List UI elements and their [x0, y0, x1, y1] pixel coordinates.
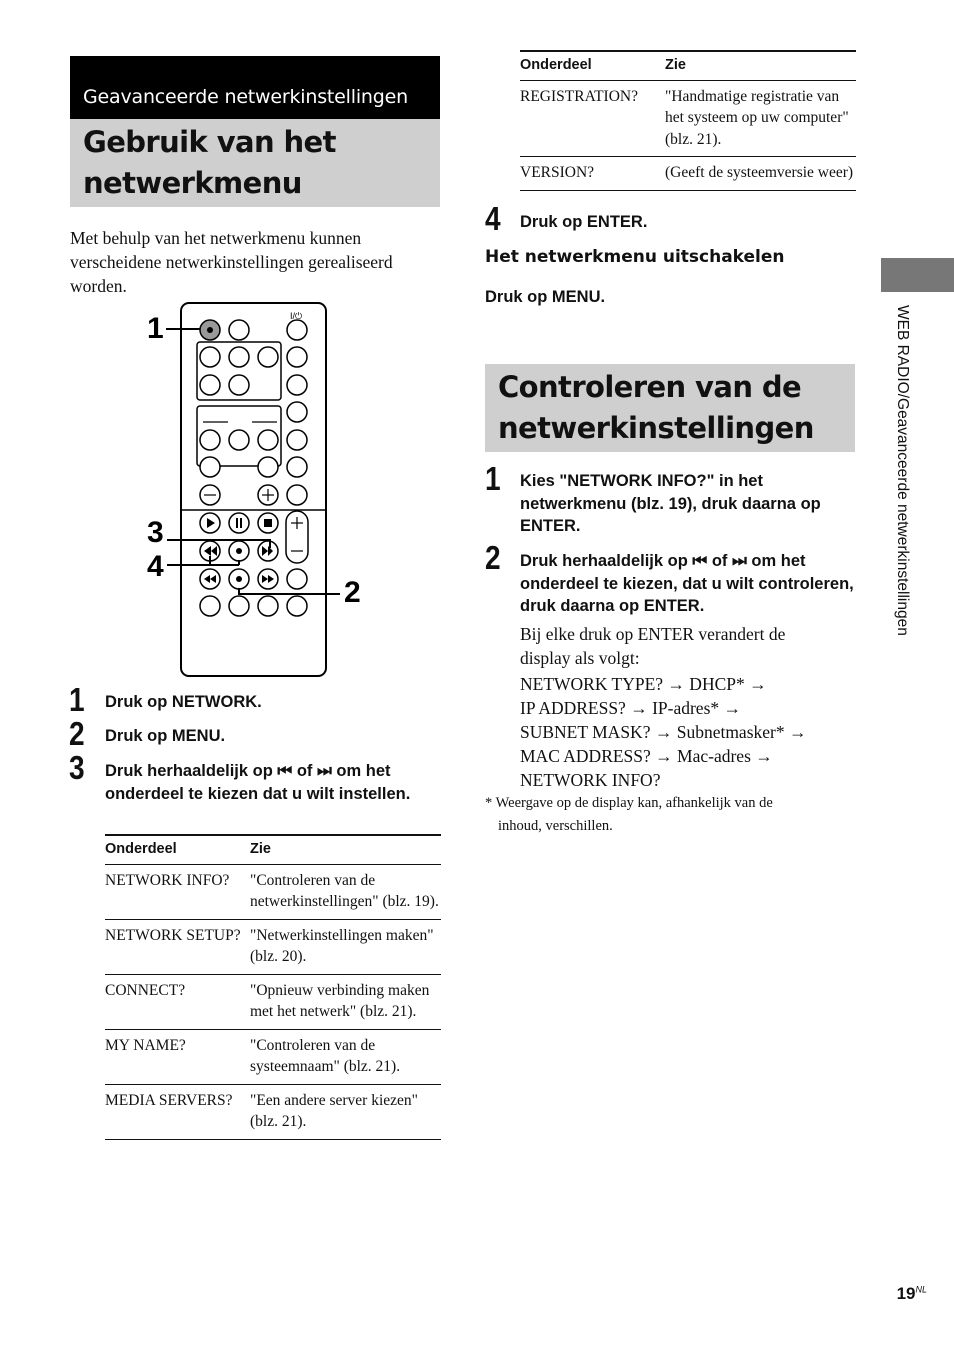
- page-title-box: [70, 119, 440, 207]
- footnote-line-1: * Weergave op de display kan, afhankelijk van de: [485, 795, 773, 811]
- options-table-right: [520, 50, 856, 191]
- table-row: [105, 864, 441, 919]
- page-number-value: 19: [896, 1284, 916, 1303]
- para-line-1: Bij elke druk op ENTER verandert de: [520, 624, 786, 644]
- callout-2: 2: [344, 576, 361, 609]
- row-item: REGISTRATION?: [520, 80, 665, 157]
- sequence-line: MAC ADDRESS? → Mac-adres →: [520, 746, 773, 766]
- step-3-number: 3: [69, 749, 85, 786]
- sequence-line: SUBNET MASK? → Subnetmasker* →: [520, 722, 807, 742]
- page-number-suffix: NL: [915, 1284, 927, 1295]
- table-row: [105, 974, 441, 1029]
- callout-4: 4: [147, 550, 164, 583]
- table-row: [520, 80, 856, 157]
- step-4-text: Druk op ENTER.: [520, 213, 648, 231]
- section-label-bar: [70, 56, 440, 119]
- row-item: CONNECT?: [105, 974, 250, 1029]
- step2-2-text: Druk herhaaldelijk op ⏮ of ⏭ om het onderdeel te kiezen, dat u wilt controleren, druk daarna op ENTER.: [520, 552, 854, 615]
- disable-menu-instruction: Druk op MENU.: [485, 288, 606, 306]
- table-header: [520, 51, 856, 80]
- header-onderdeel: Onderdeel: [105, 835, 250, 864]
- callout-1: 1: [147, 312, 164, 345]
- intro-paragraph: Met behulp van het netwerkmenu kunnen verscheidene netwerkinstellingen gerealiseerd worden.: [70, 228, 393, 296]
- page-title-line2: netwerkmenu: [83, 166, 302, 200]
- row-ref: "Controleren van de netwerkinstellingen" (blz. 19).: [250, 864, 441, 919]
- step-1-number: 1: [69, 681, 85, 718]
- table-row: [105, 1029, 441, 1084]
- table-row: [105, 919, 441, 974]
- row-ref: "Een andere server kiezen" (blz. 21).: [250, 1084, 441, 1139]
- header-zie: Zie: [250, 835, 441, 864]
- step2-1-number: 1: [485, 460, 501, 497]
- power-label: I/⏻: [290, 311, 303, 321]
- step-4-number: 4: [485, 200, 501, 237]
- section-title-line1: Controleren van de: [498, 370, 802, 404]
- header-onderdeel: Onderdeel: [520, 51, 665, 80]
- row-item: MY NAME?: [105, 1029, 250, 1084]
- section-title-line2: netwerkinstellingen: [498, 411, 814, 445]
- step-3-text: Druk herhaaldelijk op ⏮ of ⏭ om het onderdeel te kiezen dat u wilt instellen.: [105, 762, 411, 803]
- step2-2-number: 2: [485, 539, 501, 576]
- section-label: Geavanceerde netwerkinstellingen: [83, 86, 408, 108]
- sequence-line: NETWORK INFO?: [520, 770, 661, 790]
- step-2-text: Druk op MENU.: [105, 727, 226, 745]
- row-ref: (Geeft de systeemversie weer): [665, 157, 856, 191]
- chapter-tab-marker: [881, 258, 954, 292]
- step-2-number: 2: [69, 715, 85, 752]
- row-item: MEDIA SERVERS?: [105, 1084, 250, 1139]
- row-item: VERSION?: [520, 157, 665, 191]
- para-line-2: display als volgt:: [520, 648, 640, 668]
- row-ref: "Opnieuw verbinding maken met het netwerk" (blz. 21).: [250, 974, 441, 1029]
- step2-1-text: Kies "NETWORK INFO?" in het netwerkmenu (blz. 19), druk daarna op ENTER.: [520, 472, 821, 535]
- row-ref: "Controleren van de systeemnaam" (blz. 21).: [250, 1029, 441, 1084]
- callout-3: 3: [147, 516, 164, 549]
- table-header: [105, 835, 441, 864]
- chapter-side-label-text: WEB RADIO/Geavanceerde netwerkinstellingen: [894, 305, 911, 636]
- header-zie: Zie: [665, 51, 856, 80]
- section-title-box: [485, 364, 855, 452]
- sequence-line: NETWORK TYPE? → DHCP* →: [520, 674, 767, 694]
- row-item: NETWORK INFO?: [105, 864, 250, 919]
- footnote-line-2: inhoud, verschillen.: [498, 818, 613, 834]
- row-ref: "Handmatige registratie van het systeem op uw computer" (blz. 21).: [665, 80, 856, 157]
- row-ref: "Netwerkinstellingen maken" (blz. 20).: [250, 919, 441, 974]
- table-row: [105, 1084, 441, 1139]
- subheading-disable-menu: Het netwerkmenu uitschakelen: [485, 247, 785, 267]
- step-1-text: Druk op NETWORK.: [105, 693, 262, 711]
- chapter-side-label: [893, 305, 915, 775]
- page-number: [897, 1284, 927, 1304]
- row-item: NETWORK SETUP?: [105, 919, 250, 974]
- remote-control-illustration: [140, 298, 380, 683]
- sequence-line: IP ADDRESS? → IP-adres* →: [520, 698, 742, 718]
- table-row: [520, 157, 856, 191]
- options-table-left: [105, 834, 441, 1140]
- page-title-line1: Gebruik van het: [83, 125, 336, 159]
